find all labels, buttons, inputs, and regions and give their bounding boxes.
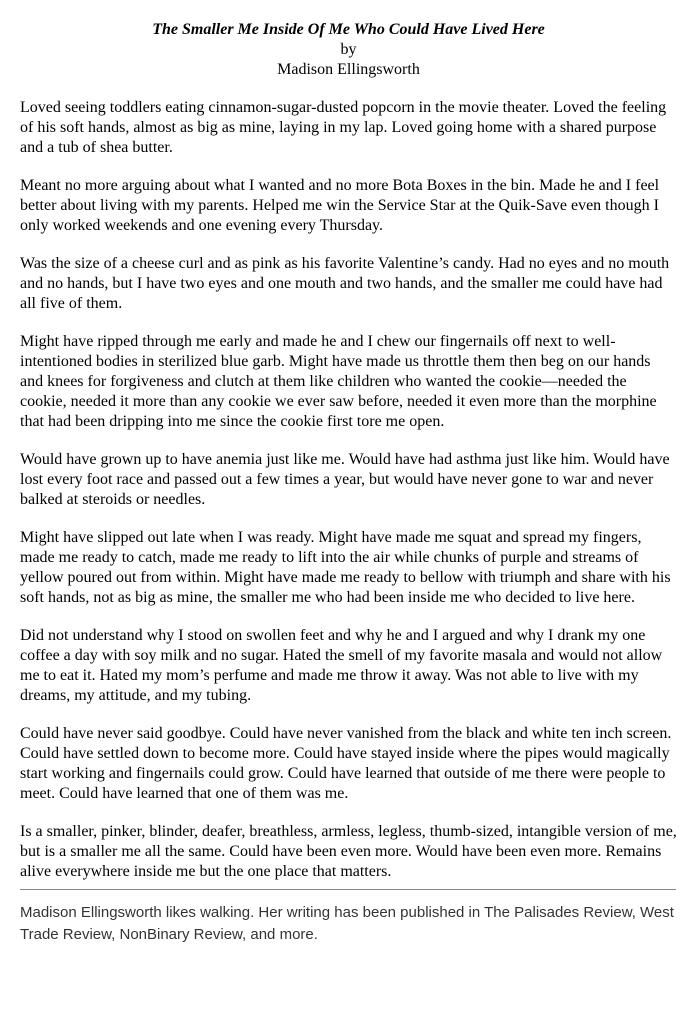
paragraph-6: Might have slipped out late when I was ready. Might have made me squat and spread my fingers, made me ready to catch, made me ready to lift into the air while chunks of purple and streams of yellow poured out from within. Might have made me ready to bellow with triumph and share with his soft hands, not as big as mine, the smaller me who had been inside me who decided to live here.: [20, 529, 671, 606]
paragraph-4: Might have ripped through me early and made he and I chew our fingernails off next to well-intentioned bodies in sterilized blue garb. Might have made us throttle them then beg on our hands and knees for forgiveness and clutch at them like children who wanted the cookie—needed the cookie, needed it more than any cookie we ever saw before, needed it even more than the morphine that had been dripping into me since the cookie first tore me open.: [20, 333, 657, 430]
poem-title: The Smaller Me Inside Of Me Who Could Have Lived Here: [152, 21, 545, 38]
section-divider: [20, 889, 676, 890]
poem-body: [20, 98, 677, 882]
author-bio: Madison Ellingsworth likes walking. Her writing has been published in The Palisades Review, West Trade Review, NonBinary Review, and more.: [20, 904, 674, 943]
paragraph-3: Was the size of a cheese curl and as pink as his favorite Valentine’s candy. Had no eyes and no mouth and no hands, but I have two eyes and one mouth and two hands, and the smaller me could have had all five of them.: [20, 255, 670, 312]
paragraph-8: Could have never said goodbye. Could have never vanished from the black and white ten inch screen. Could have settled down to become more. Could have stayed inside where the pipes would magically start working and fingernails could grow. Could have learned that outside of me there were people to meet. Could have learned that one of them was me.: [20, 725, 672, 802]
paragraph-7: Did not understand why I stood on swollen feet and why he and I argued and why I drank my one coffee a day with soy milk and no sugar. Hated the smell of my favorite masala and would not allow me to eat it. Hated my mom’s perfume and made me throw it away. Was not able to live with my dreams, my attitude, and my tubing.: [20, 627, 663, 704]
paragraph-2: Meant no more arguing about what I wanted and no more Bota Boxes in the bin. Made he and I feel better about living with my parents. Helped me win the Service Star at the Quik-Save even though I only worked weekends and one evening every Thursday.: [20, 177, 660, 234]
author-name: Madison Ellingsworth: [277, 61, 420, 78]
paragraph-9: Is a smaller, pinker, blinder, deafer, breathless, armless, legless, thumb-sized, intangible version of me, but is a smaller me all the same. Could have been even more. Would have been even more. Remains alive everywhere inside me but the one place that matters.: [20, 823, 677, 880]
byline-by: by: [340, 41, 357, 58]
paragraph-5: Would have grown up to have anemia just like me. Would have had asthma just like him. Would have lost every foot race and passed out a few times a year, but would have never gone to war and never balked at steroids or needles.: [20, 451, 670, 508]
document-header: [20, 20, 677, 80]
paragraph-1: Loved seeing toddlers eating cinnamon-sugar-dusted popcorn in the movie theater. Loved the feeling of his soft hands, almost as big as mine, laying in my lap. Loved going home with a shared purpose and a tub of shea butter.: [20, 99, 667, 156]
